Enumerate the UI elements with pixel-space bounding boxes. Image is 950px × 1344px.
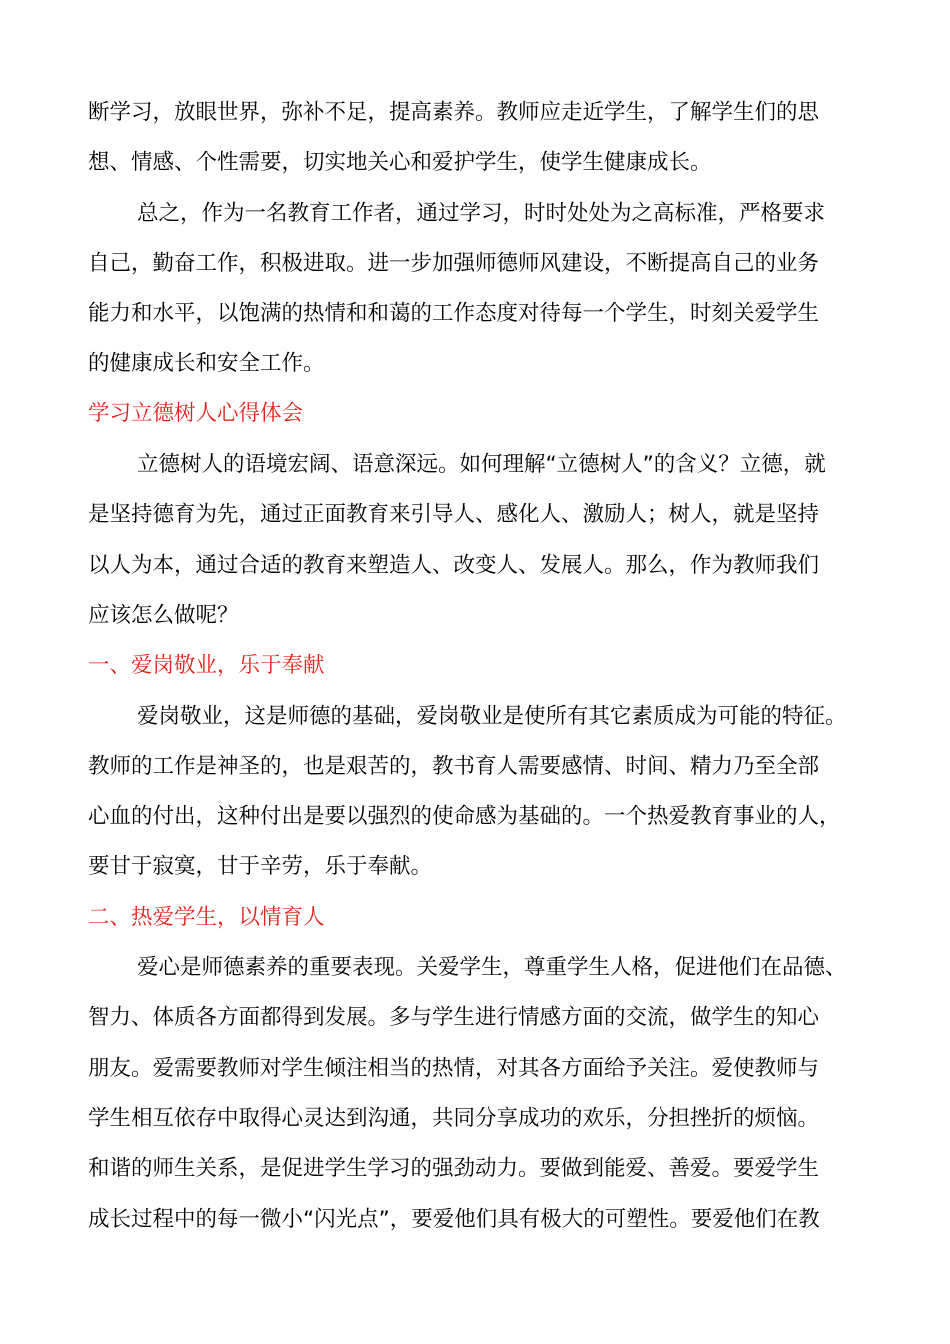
paragraph-line: 是坚持德育为先，通过正面教育来引导人、感化人、激励人；树人，就是坚持 (88, 502, 820, 527)
paragraph-line: 学生相互依存中取得心灵达到沟通，共同分享成功的欢乐，分担挫折的烦恼。 (88, 1106, 820, 1131)
paragraph-line: 爱岗敬业，这是师德的基础，爱岗敬业是使所有其它素质成为可能的特征。 (137, 704, 847, 729)
paragraph-line: 想、情感、个性需要，切实地关心和爱护学生，使学生健康成长。 (88, 150, 712, 175)
paragraph-line: 要甘于寂寞，甘于辛劳，乐于奉献。 (88, 854, 433, 879)
paragraph-line: 应该怎么做呢？ (88, 603, 239, 628)
paragraph-line: 立德树人的语境宏阔、语意深远。如何理解“立德树人”的含义？立德，就 (137, 452, 826, 477)
paragraph-line: 智力、体质各方面都得到发展。多与学生进行情感方面的交流，做学生的知心 (88, 1005, 820, 1030)
paragraph-line: 的健康成长和安全工作。 (88, 351, 325, 376)
paragraph-line: 爱心是师德素养的重要表现。关爱学生，尊重学生人格，促进他们在品德、 (137, 955, 847, 980)
paragraph-line: 教师的工作是神圣的，也是艰苦的，教书育人需要感情、时间、精力乃至全部 (88, 754, 820, 779)
paragraph-line: 能力和水平，以饱满的热情和和蔼的工作态度对待每一个学生，时刻关爱学生 (88, 301, 820, 326)
paragraph-line: 以人为本，通过合适的教育来塑造人、改变人、发展人。那么，作为教师我们 (88, 553, 820, 578)
article-title: 学习立德树人心得体会 (88, 401, 304, 426)
paragraph-line: 成长过程中的每一微小“闪光点”，要爱他们具有极大的可塑性。要爱他们在教 (88, 1207, 820, 1232)
paragraph-line: 总之，作为一名教育工作者，通过学习，时时处处为之高标准，严格要求 (137, 201, 826, 226)
section-heading: 二、热爱学生，以情育人 (88, 905, 325, 930)
section-heading: 一、爱岗敬业，乐于奉献 (88, 653, 325, 678)
paragraph-line: 断学习，放眼世界，弥补不足，提高素养。教师应走近学生，了解学生们的思 (88, 100, 820, 125)
paragraph-line: 和谐的师生关系，是促进学生学习的强劲动力。要做到能爱、善爱。要爱学生 (88, 1156, 820, 1181)
paragraph-line: 朋友。爱需要教师对学生倾注相当的热情，对其各方面给予关注。爱使教师与 (88, 1056, 820, 1081)
paragraph-line: 心血的付出，这种付出是要以强烈的使命感为基础的。一个热爱教育事业的人， (88, 804, 841, 829)
paragraph-line: 自己，勤奋工作，积极进取。进一步加强师德师风建设，不断提高自己的业务 (88, 251, 820, 276)
